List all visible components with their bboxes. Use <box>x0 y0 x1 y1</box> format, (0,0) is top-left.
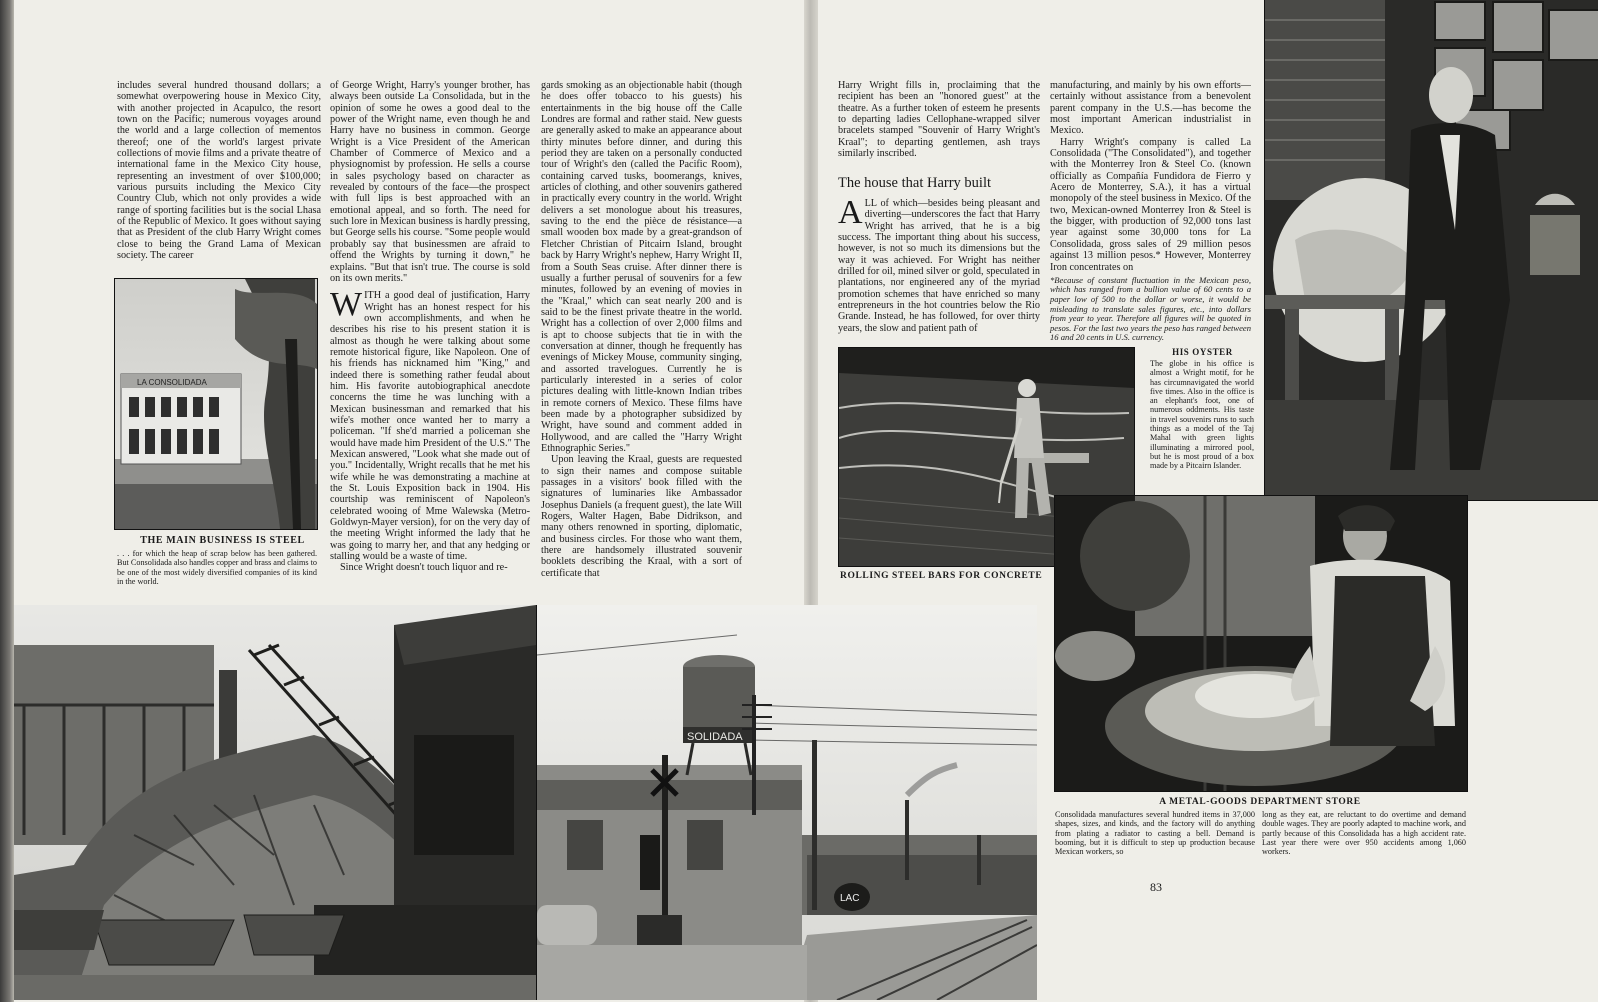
footnote: *Because of constant fluctuation in the Mexican peso, which has ranged from a bullion value of 60 cents to a paper low of 500 to the dollar or worse, it would be misleading to translate sales figures, etc., into dollars from year to year. Therefore all figures will be quoted in pesos. For the last two years the peso has ranged between 16 and 20 cents in U.S. currency. <box>1050 274 1251 343</box>
caption-oyster-body: The globe in his office is almost a Wright motif, for he has circumnavigated the world five times. Also in the office is an elephant's foot, one of numerous oddments. His taste in travel souvenirs runs to such things as a model of the Taj Mahal with green lights illuminating a mirrored pool, but he is most proud of a box made by a Pitcairn Islander. <box>1150 359 1254 471</box>
left-text-column-2 <box>330 80 530 574</box>
left-col3-paragraph-2: Upon leaving the Kraal, guests are requested to sign their names and compose suitable passages in a visitors' book filled with the signatures of luminaries like Ambassador Josephus Daniels (a frequent guest), the late Will Rogers, Walter Hagen, Babe Didrikson, and many others renowned in sporting, diplomatic, and business circles. For those who want them, there are handsomely illustrated souvenir booklets describing the Kraal, with a sort of certificate that <box>541 454 742 579</box>
right-text-column-2 <box>1050 80 1251 343</box>
right-col2-paragraph-2: Harry Wright's company is called La Consolidada ("The Consolidated"), and together with the Monterrey Iron & Steel Co. (known officially as Compañía Fundidora de Fierro y Acero de Monterrey, S.A.), it has a virtual monopoly of the steel business in Mexico. Of the two, Mexican-owned Monterrey Iron & Steel is the bigger, with production of 92,000 tons last year against some 30,000 tons for La Consolidada, gross sales of 29 million pesos against 13 million pesos.* However, Monterrey Iron concentrates on <box>1050 136 1251 273</box>
section-heading: The house that Harry built <box>838 175 992 191</box>
caption-metal-goods-title: A METAL-GOODS DEPARTMENT STORE <box>1159 797 1361 807</box>
street-illustration <box>537 605 1037 1000</box>
right-text-column-1b <box>838 194 1040 334</box>
left-col2-paragraph-3: Since Wright doesn't touch liquor and re- <box>340 562 508 574</box>
lac-sign: LAC <box>840 893 860 904</box>
right-col2-paragraph-1: manufacturing, and mainly by his own efforts—certainly without assistance from a benevolent parent company in the U.S.—has become the most important American industrialist in Mexico. <box>1050 80 1251 137</box>
caption-metal-goods-right: long as they eat, are reluctant to do overtime and demand double wages. They are poorly adapted to machine work, and partly because of this Consolidada has a high accident rate. Last year there were over 950 accidents among 1,060 workers. <box>1262 810 1466 857</box>
caption-metal-goods-left: Consolidada manufactures several hundred items in 37,000 shapes, sizes, and kinds, and the factory will do anything from plating a radiator to casting a bell. Demand is booming, but it is difficult to step up production because Mexican workers, so <box>1055 810 1255 857</box>
left-col2-paragraph-2-text: ITH a good deal of justification, Harry Wright has an honest respect for his own accomplishments, and when he describes his rise to his present station it is almost as though he were talking about some remote historical figure, like Napoleon. One of his friends has nicknamed him "King," and indeed there is something rather feudal about him. His favorite autobiographical anecdote concerns the time he was lunching with a Mexican businessman and remarked that his wife's mother once wanted her to marry a policeman. "If she'd married a policeman she would have made him President of the U.S." The Mexican answered, "Look what she made out of you." Incidentally, Wright recalls that he met his wife while he was demonstrating a machine at the St. Louis Exposition back in 1904. His courtship was reminiscent of Napoleon's celebrated wooing of Mme Walewska (Metro-Goldwyn-Mayer version), for on the very day of the meeting Wright informed the lady that he was going to marry her, and that any hedging or stalling would be a waste of time. <box>330 290 530 563</box>
building-sign: LA CONSOLIDADA <box>137 378 207 387</box>
scrap-heap-illustration <box>14 605 536 1000</box>
left-col2-paragraph-2 <box>330 286 530 563</box>
left-col2-paragraph-1: of George Wright, Harry's younger brother, has always been outside La Consolidada, but in the opinion of some he owes a good deal to the power of the Wright name, even though he and Harry have no business in common. George Wright is a Vice President of the American Chamber of Commerce of Mexico and a physiognomist by profession. He sells a course in sales psychology based on character as revealed by contours of the face—the prospect with full lips is best approached with an emotional appeal, and so forth. The need for such lore in Mexican business is hardly pressing, but George sells his course. "Some people would probably say that businessmen are afraid to offend the Wrights by turning it down," he explains. "But that isn't true. The course is sold on its own merits." <box>330 80 530 284</box>
photo-harry-wright-globe <box>1264 0 1598 501</box>
caption-main-business-title: THE MAIN BUSINESS IS STEEL <box>140 535 305 546</box>
photo-water-tower-street <box>537 605 1037 1000</box>
left-col1-paragraph: includes several hundred thousand dollars; a somewhat overpowering house in Mexico City, with another projected in Acapulco, the resort town on the Pacific; numerous voyages around the world and a large collection of mementos thereof; one of the world's largest private collections of movie films and a private theatre of international fame in the Mexico City house, representing an investment of over $100,000; various pursuits including the Mexico City Country Club, which not only provides a wide range of sporting facilities but is the social Lhasa of the Republic of Mexico. It goes without saying that as President of the club Harry Wright comes close to being the Grand Lama of Mexican society. The career <box>117 80 321 262</box>
photo-consolidada-building <box>114 278 318 530</box>
office-illustration <box>1265 0 1598 500</box>
right-col1-paragraph-2-text: LL of which—besides being pleasant and diverting—underscores the fact that Harry Wright has arrived, that he is a big success. The important thing about his success, however, is not so much its dimensions but the way it was achieved. For Wright has neither drilled for oil, mined silver or gold, speculated in plantations, nor engineered any of the myriad promotion schemes that have enriched so many entrepreneurs in the hot countries below the Rio Grande. Instead, he has followed, for over thirty years, the slow and patient path of <box>838 198 1040 334</box>
tower-lettering: SOLIDADA <box>687 731 743 743</box>
right-text-column-1 <box>838 80 1040 159</box>
caption-oyster-title: HIS OYSTER <box>1172 347 1233 357</box>
photo-metal-goods-worker <box>1054 495 1468 792</box>
dropcap-w: W <box>330 286 363 324</box>
worker-illustration <box>1055 496 1467 791</box>
caption-main-business-body: . . . for which the heap of scrap below has been gathered. But Consolidada also handles copper and brass and claims to be one of the most widely diversified companies of its kind in the world. <box>117 549 317 586</box>
building-illustration <box>115 279 317 529</box>
left-text-column-3 <box>541 80 742 579</box>
photo-scrap-heap-crane <box>14 605 537 1000</box>
right-col1-paragraph-2 <box>838 194 1040 334</box>
dropcap-a: A <box>838 194 863 231</box>
page-number: 83 <box>1150 880 1162 894</box>
left-text-column-1 <box>117 80 321 262</box>
page-edge <box>0 0 14 1002</box>
right-col1-paragraph-1: Harry Wright fills in, proclaiming that the recipient has been an "honored guest" at the theatre. As a further token of esteem he presents to departing ladies Cellophane-wrapped silver bracelets stamped "Souvenir of Harry Wright's Kraal"; to departing gentlemen, ash trays similarly inscribed. <box>838 80 1040 160</box>
caption-rolling-steel: ROLLING STEEL BARS FOR CONCRETE <box>840 571 1043 581</box>
left-col3-paragraph-1: gards smoking as an objectionable habit (though he does offer tobacco to his guests) his entertainments in the big house off the Calle Londres are formal and rather staid. New guests are generally asked to make an appearance about thirty minutes before dinner, and during this period they are taken on a personally conducted tour of Wright's den (called the Pacific Room), containing carved tusks, boomerangs, knives, articles of clothing, and other souvenirs gathered in practically every country in the world. Wright delivers a set monologue about his treasures, saving to the end the pièce de résistance—a small wooden box made by a great-grandson of Fletcher Christian of Pitcairn Island, brought back by Harry Wright's nephew, Harry Wright II, from a South Seas cruise. After dinner there is usually a further perusal of souvenirs for a few minutes, followed by an evening of movies in the "Kraal," which can seat nearly 200 and is said to be the finest private theatre in the world. Wright has a collection of over 2,000 films and is apt to choose subjects that tie in with the conversation at dinner, though he frequently has evenings of Mickey Mouse, community singing, and assorted travelogues. Currently he is particularly interested in a series of color pictures dealing with little-known Indian tribes in remote corners of Mexico. These films have been made by a photographer subsidized by Wright, have sound and comment added in Hollywood, and are called the "Harry Wright Ethnographic Series." <box>541 80 742 454</box>
